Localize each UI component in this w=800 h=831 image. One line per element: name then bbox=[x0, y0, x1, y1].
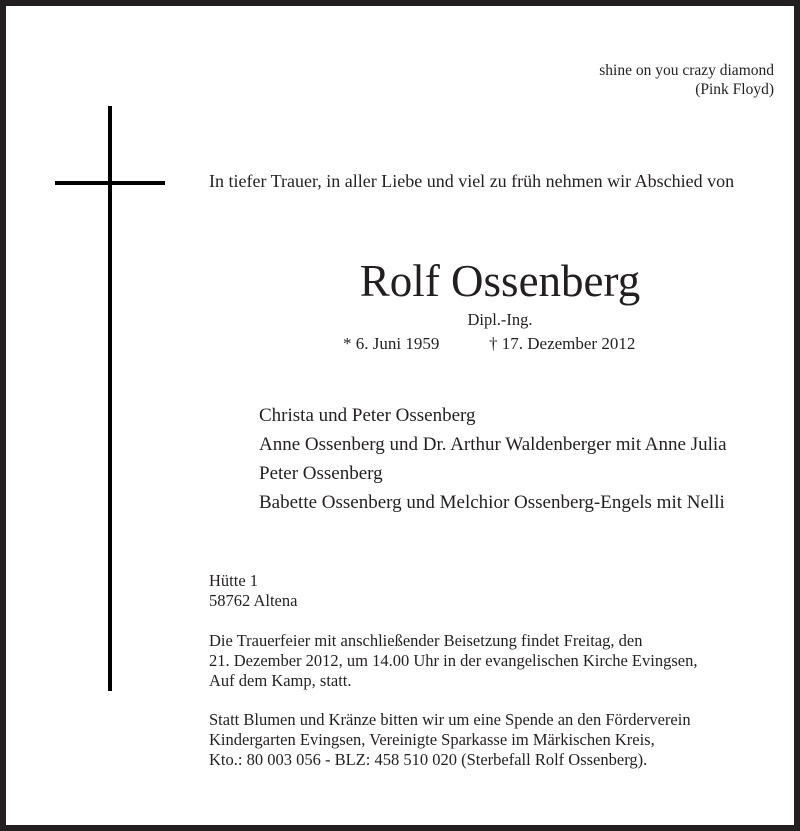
intro-text: In tiefer Trauer, in aller Liebe und viel zu früh nehmen wir Abschied von bbox=[209, 171, 735, 191]
donation-line: Kto.: 80 003 056 - BLZ: 458 510 020 (Sterbefall Rolf Ossenberg). bbox=[209, 750, 648, 769]
ceremony-line: Die Trauerfeier mit anschließender Beisetzung findet Freitag, den bbox=[209, 631, 643, 650]
address-street: Hütte 1 bbox=[209, 571, 259, 590]
ceremony-info bbox=[209, 631, 697, 691]
cross-horizontal-bar bbox=[55, 181, 165, 185]
motto-source: (Pink Floyd) bbox=[695, 81, 774, 98]
address-city: 58762 Altena bbox=[209, 591, 298, 610]
family-member: Christa und Peter Ossenberg bbox=[259, 405, 476, 426]
donation-line: Kindergarten Evingsen, Vereinigte Sparkasse im Märkischen Kreis, bbox=[209, 730, 655, 749]
life-dates bbox=[343, 333, 635, 355]
family-member: Peter Ossenberg bbox=[259, 463, 383, 484]
death-date: † 17. Dezember 2012 bbox=[489, 334, 636, 353]
deceased-name: Rolf Ossenberg bbox=[359, 256, 641, 306]
birth-date: * 6. Juni 1959 bbox=[343, 334, 440, 353]
address bbox=[209, 571, 297, 611]
ceremony-line: 21. Dezember 2012, um 14.00 Uhr in der evangelischen Kirche Evingsen, bbox=[209, 651, 698, 670]
family-member: Babette Ossenberg und Melchior Ossenberg-Engels mit Nelli bbox=[259, 492, 725, 513]
obituary-notice bbox=[6, 6, 794, 825]
donation-line: Statt Blumen und Kränze bitten wir um eine Spende an den Förderverein bbox=[209, 710, 691, 729]
motto bbox=[599, 61, 774, 99]
deceased-title: Dipl.-Ing. bbox=[467, 310, 533, 329]
cross-vertical-bar bbox=[108, 106, 112, 691]
ceremony-line: Auf dem Kamp, statt. bbox=[209, 671, 352, 690]
family-member: Anne Ossenberg und Dr. Arthur Waldenberger mit Anne Julia bbox=[259, 434, 727, 455]
motto-quote: shine on you crazy diamond bbox=[599, 62, 774, 79]
family-list bbox=[259, 401, 727, 517]
donation-info bbox=[209, 710, 691, 770]
